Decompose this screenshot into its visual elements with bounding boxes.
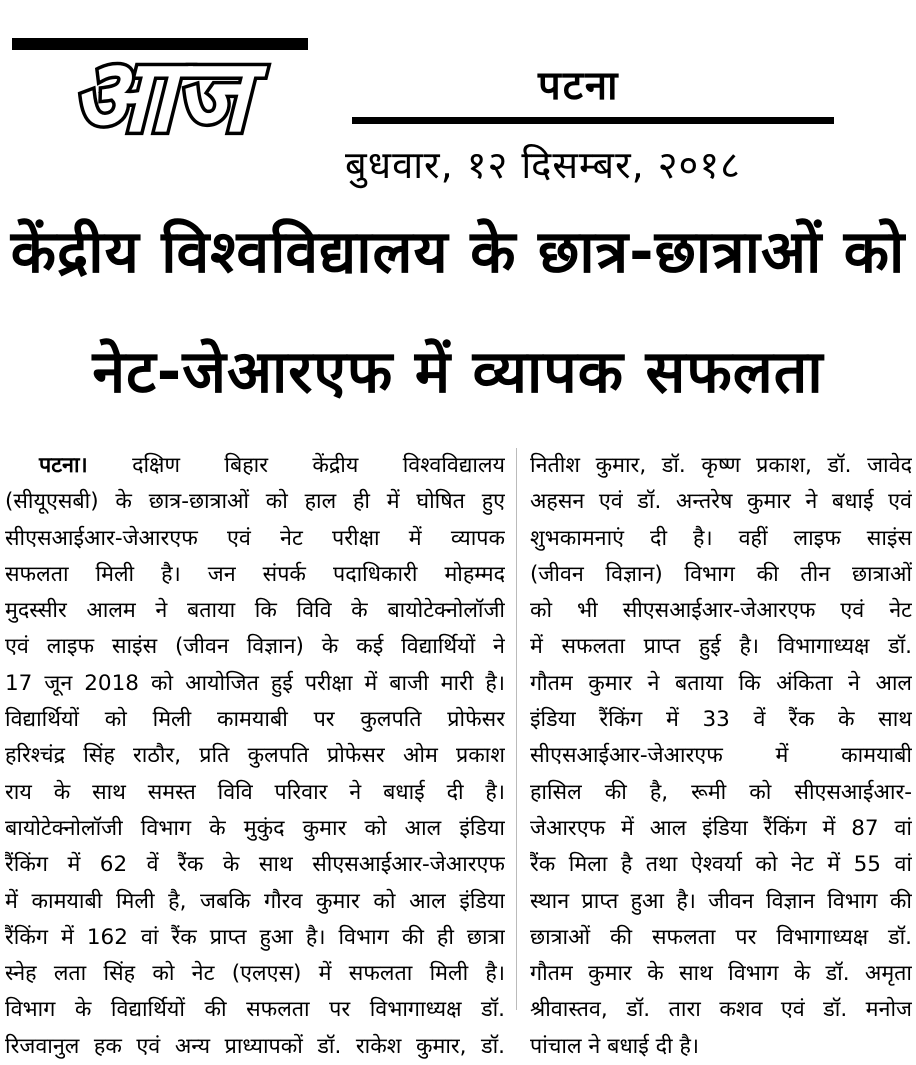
article-line: सफलता मिली है। जन संपर्क पदाधिकारी मोहम्मद	[5, 561, 505, 587]
article-line: रैंक मिला है तथा ऐश्वर्या को नेट में 55 वां	[530, 852, 912, 878]
edition-city: पटना	[538, 63, 620, 109]
article-line: को भी सीएसआईआर-जेआरएफ एवं नेट	[530, 598, 912, 624]
article-column-right	[530, 448, 912, 1065]
article-line: राय के साथ समस्त विवि परिवार ने बधाई दी है।	[5, 779, 505, 805]
article-line: रैंकिंग में 162 वां रैंक प्राप्त हुआ है। विभाग की ही छात्रा	[5, 924, 505, 950]
headline-line-1: केंद्रीय विश्वविद्यालय के छात्र-छात्राओं को	[10, 217, 906, 286]
article-line: हरिश्चंद्र सिंह राठौर, प्रति कुलपति प्रोफेसर ओम प्रकाश	[5, 743, 505, 769]
article-line: गौतम कुमार ने बताया कि अंकिता ने आल	[530, 670, 912, 696]
article-line: स्थान प्राप्त हुआ है। जीवन विज्ञान विभाग की	[530, 888, 912, 914]
publication-date: बुधवार, १२ दिसम्बर, २०१८	[345, 143, 741, 187]
article-line: 17 जून 2018 को आयोजित हुई परीक्षा में बाजी मारी है।	[5, 670, 505, 696]
article-line: पटना। दक्षिण बिहार केंद्रीय विश्वविद्यालय	[39, 453, 505, 478]
article-line: (सीयूएसबी) के छात्र-छात्राओं को हाल ही में घोषित हुए	[5, 489, 505, 515]
article-dateline: पटना।	[39, 453, 88, 478]
article-line: में कामयाबी मिली है, जबकि गौरव कुमार को आल इंडिया	[5, 888, 505, 914]
article-line: इंडिया रैंकिंग में 33 वें रैंक के साथ	[530, 707, 912, 733]
article-line: गौतम कुमार के साथ विभाग के डॉ. अमृता	[530, 961, 912, 987]
article-line: स्नेह लता सिंह को नेट (एलएस) में सफलता मिली है।	[5, 961, 505, 987]
article-line: श्रीवास्तव, डॉ. तारा कशव एवं डॉ. मनोज	[530, 997, 912, 1023]
article-line: शुभकामनाएं दी है। वहीं लाइफ साइंस	[530, 525, 912, 551]
article-line: पांचाल ने बधाई दी है।	[530, 1033, 700, 1059]
article-line: एवं लाइफ साइंस (जीवन विज्ञान) के कई विद्यार्थियों ने	[5, 634, 505, 660]
article-line: सीएसआईआर-जेआरएफ एवं नेट परीक्षा में व्यापक	[5, 525, 505, 551]
article-line: अहसन एवं डॉ. अन्तरेष कुमार ने बधाई एवं	[530, 489, 912, 515]
article-column-left	[5, 448, 505, 1065]
article-line: नितीश कुमार, डॉ. कृष्ण प्रकाश, डॉ. जावेद	[530, 453, 912, 478]
article-line: मुदस्सीर आलम ने बताया कि विवि के बायोटेक्नोलॉजी	[5, 598, 505, 624]
article-line: हासिल की है, रूमी को सीएसआईआर-	[530, 779, 912, 805]
article-line: जेआरएफ में आल इंडिया रैंकिंग में 87 वां	[530, 815, 912, 841]
article-line: सीएसआईआर-जेआरएफ में कामयाबी	[530, 743, 912, 769]
article-line: छात्राओं की सफलता पर विभागाध्यक्ष डॉ.	[530, 924, 912, 950]
article-line: रिजवानुल हक एवं अन्य प्राध्यापकों डॉ. राकेश कुमार, डॉ.	[5, 1033, 505, 1059]
article-line: विद्यार्थियों को मिली कामयाबी पर कुलपति प्रोफेसर	[5, 707, 505, 733]
article-line: (जीवन विज्ञान) विभाग की तीन छात्राओं	[530, 561, 912, 587]
article-line: विभाग के विद्यार्थियों की सफलता पर विभागाध्यक्ष डॉ.	[5, 997, 505, 1023]
headline-line-2: नेट-जेआरएफ में व्यापक सफलता	[92, 337, 824, 406]
article-line: में सफलता प्राप्त हुई है। विभागाध्यक्ष डॉ.	[530, 634, 912, 660]
newspaper-masthead-logo	[10, 30, 310, 142]
masthead-logo-text: आज	[71, 37, 249, 142]
article-line: बायोटेक्नोलॉजी विभाग के मुकुंद कुमार को आल इंडिया	[5, 815, 505, 841]
column-divider	[516, 448, 517, 1010]
header-rule	[352, 117, 834, 124]
article-line: रैंकिंग में 62 वें रैंक के साथ सीएसआईआर-जेआरएफ	[5, 852, 505, 878]
